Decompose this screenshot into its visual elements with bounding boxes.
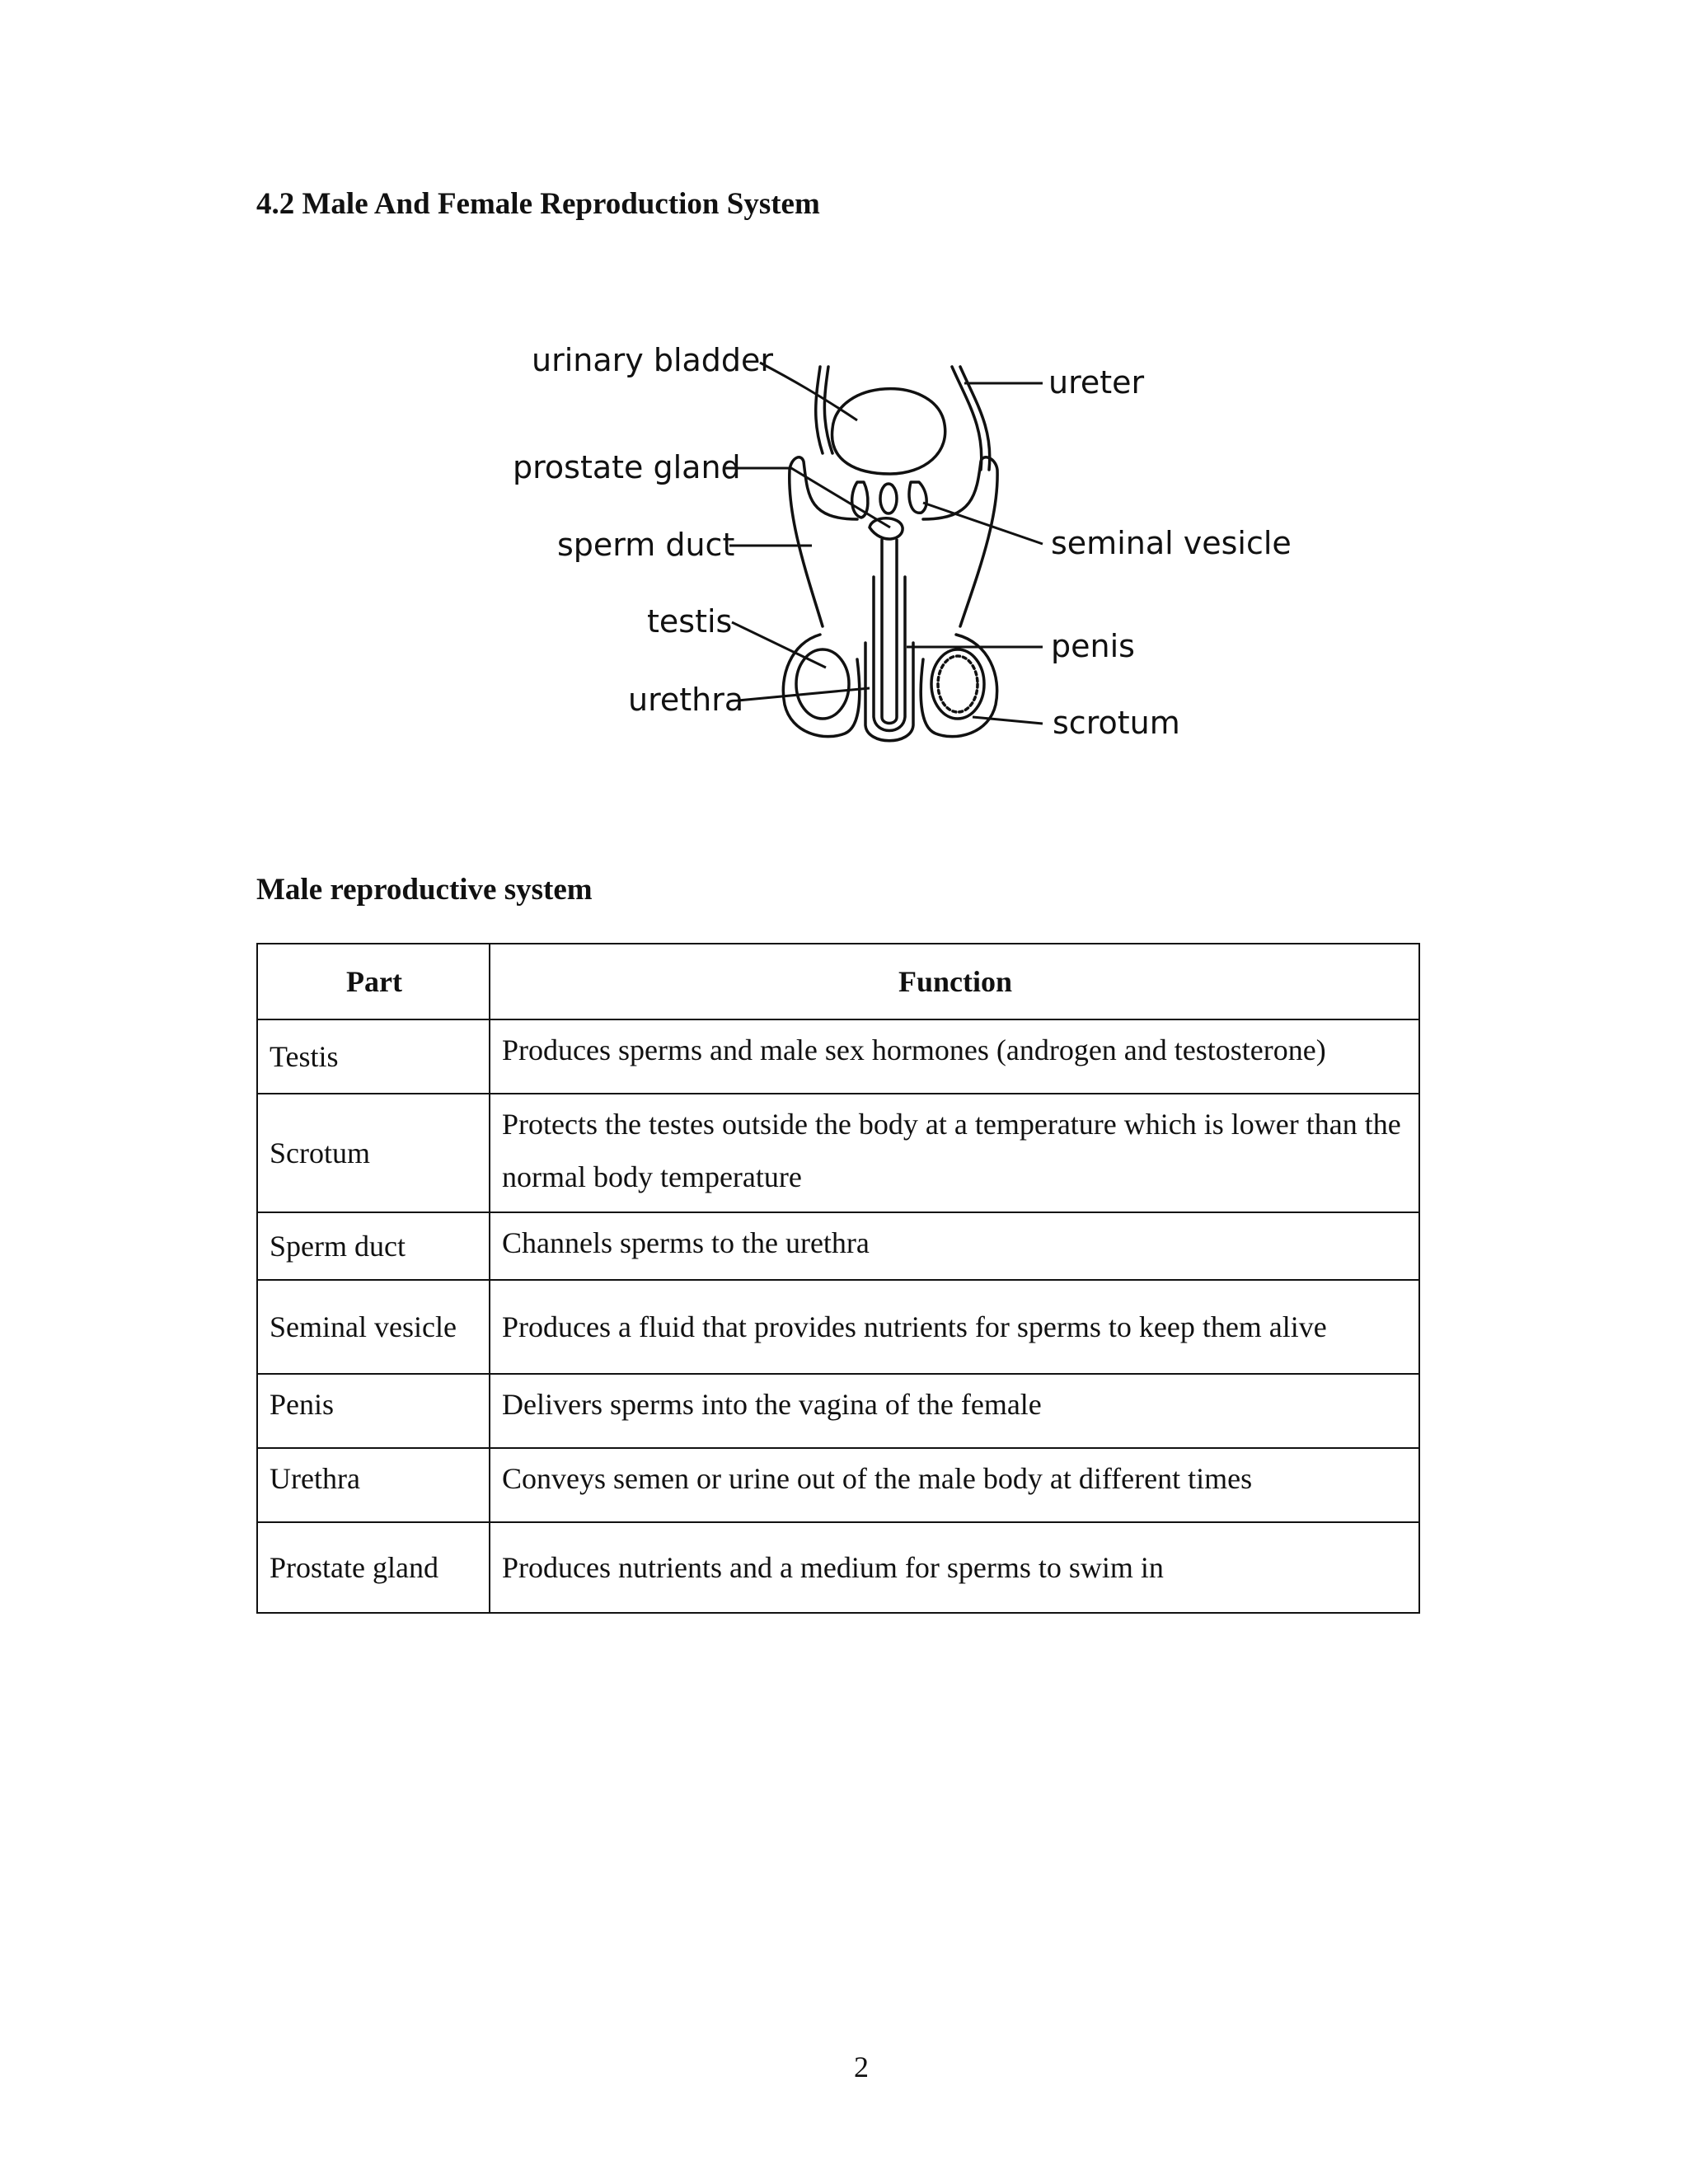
cell-function: Protects the testes outside the body at a temperature which is lower than the normal body temperature [490, 1094, 1419, 1212]
table-row [257, 1094, 1419, 1212]
cell-function: Conveys semen or urine out of the male body at different times [490, 1448, 1419, 1522]
cell-function: Channels sperms to the urethra [490, 1212, 1419, 1280]
cell-part: Sperm duct [257, 1212, 490, 1280]
cell-function: Produces nutrients and a medium for sperms to swim in [490, 1522, 1419, 1613]
header-part: Part [257, 944, 490, 1019]
cell-part: Scrotum [257, 1094, 490, 1212]
label-seminal-vesicle: seminal vesicle [1051, 525, 1292, 561]
section-heading: 4.2 Male And Female Reproduction System [256, 187, 820, 221]
male-reproductive-table [256, 943, 1420, 1614]
cell-part: Seminal vesicle [257, 1280, 490, 1374]
label-sperm-duct: sperm duct [557, 527, 735, 563]
label-ureter: ureter [1048, 364, 1145, 401]
table-row [257, 1212, 1419, 1280]
cell-function: Produces sperms and male sex hormones (androgen and testosterone) [490, 1019, 1419, 1094]
cell-part: Prostate gland [257, 1522, 490, 1613]
cell-part: Urethra [257, 1448, 490, 1522]
label-scrotum: scrotum [1053, 705, 1180, 741]
label-urethra: urethra [628, 682, 744, 718]
male-reproductive-diagram [495, 330, 1319, 758]
table-row [257, 1448, 1419, 1522]
label-urinary-bladder: urinary bladder [532, 342, 774, 378]
label-prostate-gland: prostate gland [513, 449, 741, 485]
table-header-row [257, 944, 1419, 1019]
cell-part: Penis [257, 1374, 490, 1448]
table-row [257, 1522, 1419, 1613]
cell-function: Delivers sperms into the vagina of the female [490, 1374, 1419, 1448]
cell-function: Produces a fluid that provides nutrients for sperms to keep them alive [490, 1280, 1419, 1374]
diagram-anatomy [783, 367, 997, 741]
page-number: 2 [854, 2050, 869, 2083]
table-title: Male reproductive system [256, 873, 593, 907]
table-row [257, 1374, 1419, 1448]
header-function: Function [490, 944, 1419, 1019]
table-row [257, 1280, 1419, 1374]
label-testis: testis [647, 603, 733, 640]
label-penis: penis [1051, 628, 1135, 664]
cell-part: Testis [257, 1019, 490, 1094]
table-row [257, 1019, 1419, 1094]
